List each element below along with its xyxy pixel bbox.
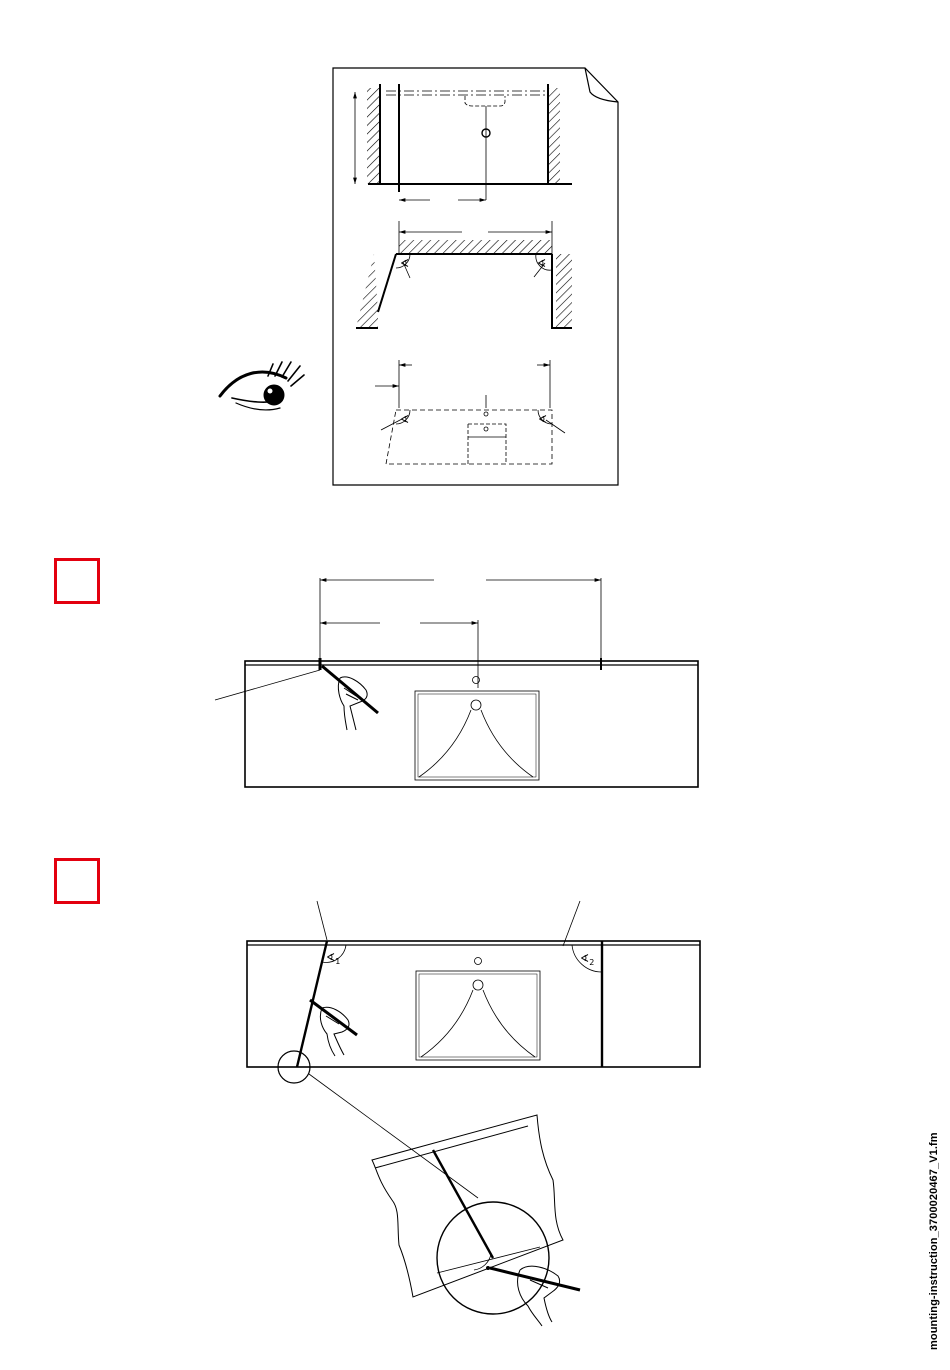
angle-1-mark: $∢_1$ (326, 951, 341, 966)
hand-with-pencil-icon (322, 666, 378, 730)
reference-sheet (333, 68, 618, 485)
step1-diagram (215, 578, 698, 787)
step-2-checkbox[interactable] (54, 858, 100, 904)
document-filename: mounting-instruction_3700020467_V1.fm (928, 1132, 940, 1350)
svg-text:∢: ∢ (538, 413, 548, 426)
hand-with-pencil-icon (310, 1000, 357, 1056)
svg-text:∢: ∢ (537, 257, 547, 270)
step2-diagram (247, 901, 700, 1198)
sheet-top-view (355, 84, 572, 200)
detail-magnified-view (372, 1115, 580, 1326)
step-1-checkbox[interactable] (54, 558, 100, 604)
sheet-worktop-view (375, 360, 565, 464)
sheet-angle-view (356, 221, 572, 328)
hand-with-pencil-icon (490, 1266, 580, 1326)
eye-icon (220, 362, 304, 410)
svg-text:∢: ∢ (400, 257, 410, 270)
angle-2-mark: $∢_2$ (580, 952, 595, 967)
svg-text:∢: ∢ (400, 413, 410, 426)
